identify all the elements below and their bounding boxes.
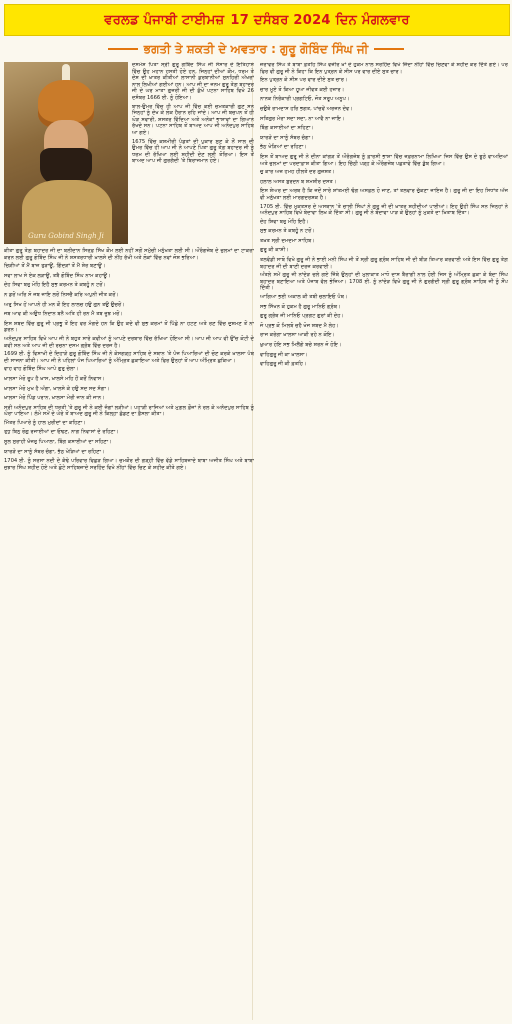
right-flow-text	[260, 62, 508, 368]
right-column	[260, 62, 508, 1020]
article-headline: ਭਗਤੀ ਤੇ ਸ਼ਕਤੀ ਦੇ ਅਵਤਾਰ : ਗੁਰੂ ਗੋਬਿੰਦ ਸਿੰਘ ਜੀ	[143, 41, 369, 56]
verse-line: ਤੁਧੁ ਬਿਨੁ ਰੋਗੁ ਰਜਾਈਆਂ ਦਾ ਓਢਣ, ਨਾਗ ਨਿਵਾਸਾਂ ਦੇ ਰਹਿਣਾ।	[4, 429, 119, 436]
paragraph: ਤਲਵੰਡੀ ਸਾਬੋ ਵਿਖੇ ਗੁਰੂ ਜੀ ਨੇ ਭਾਈ ਮਨੀ ਸਿੰਘ ਜੀ ਤੋਂ ਸ੍ਰੀ ਗੁਰੂ ਗ੍ਰੰਥ ਸਾਹਿਬ ਜੀ ਦੀ ਬੀੜ ਤਿਆਰ ਕਰਵਾਈ ਅਤੇ ਇਸ ਵਿੱਚ ਗੁਰੂ ਤੇਗ਼ ਬਹਾਦਰ ਜੀ ਦੀ ਬਾਣੀ ਦਰਜ ਕਰਵਾਈ।	[260, 257, 508, 270]
intro-paragraph: ਦਸਮੇਸ਼ ਪਿਤਾ ਸ੍ਰੀ ਗੁਰੂ ਗੋਬਿੰਦ ਸਿੰਘ ਜੀ ਸੰਸਾਰ ਦੇ ਇਤਿਹਾਸ ਵਿੱਚ ਉਹ ਮਹਾਨ ਹਸਤੀ ਹੋਏ ਹਨ, ਜਿਨ੍ਹਾਂ ਦੀਆਂ ਕੌਮ, ਧਰਮ ਤੇ ਦੇਸ਼ ਦੀ ਖ਼ਾਤਰ ਕੀਤੀਆਂ ਲਾਸਾਨੀ ਕੁਰਬਾਨੀਆਂ ਸੁਨਹਿਰੀ ਅੱਖਰਾਂ ਨਾਲ ਲਿਖੀਆਂ ਗਈਆਂ ਹਨ। ਆਪ ਜੀ ਦਾ ਜਨਮ ਗੁਰੂ ਤੇਗ਼ ਬਹਾਦਰ ਜੀ ਦੇ ਘਰ ਮਾਤਾ ਗੁਜਰੀ ਜੀ ਦੀ ਕੁੱਖੋਂ ਪਟਨਾ ਸਾਹਿਬ ਵਿਖੇ 26 ਦਸੰਬਰ 1666 ਈ. ਨੂੰ ਹੋਇਆ।	[132, 62, 254, 101]
paragraph: ਇਸ ਸ਼ੇਅਰ ਦਾ ਅਰਥ ਹੈ ਕਿ ਜਦੋਂ ਸਾਰੇ ਸ਼ਾਂਤਮਈ ਢੰਗ ਅਸਫ਼ਲ ਹੋ ਜਾਣ, ਤਾਂ ਤਲਵਾਰ ਚੁੱਕਣਾ ਜਾਇਜ਼ ਹੈ। ਗੁਰੂ ਜੀ ਦਾ ਇਹ ਸਿਧਾਂਤ ਅੱਜ ਵੀ ਮਨੁੱਖਤਾ ਲਈ ਮਾਰਗਦਰਸ਼ਕ ਹੈ।	[260, 188, 508, 201]
headline-bar	[0, 36, 512, 62]
paragraph: ਇਸ ਸ਼ਬਦ ਵਿੱਚ ਗੁਰੂ ਜੀ ਪ੍ਰਭੂ ਤੋਂ ਇਹ ਵਰ ਮੰਗਦੇ ਹਨ ਕਿ ਉਹ ਕਦੇ ਵੀ ਸ਼ੁਭ ਕਰਮਾਂ ਤੋਂ ਪਿੱਛੇ ਨਾ ਹਟਣ ਅਤੇ ਰਣ ਵਿੱਚ ਦੁਸ਼ਮਣ ਤੋਂ ਨਾ ਡਰਨ।	[4, 320, 254, 334]
verse-line: ਨ ਡਰੋਂ ਅਰਿ ਸੋ ਜਬ ਜਾਇ ਲਰੋਂ ਨਿਸਚੈ ਕਰਿ ਅਪੁਨੀ ਜੀਤ ਕਰੋਂ।	[4, 291, 119, 298]
paragraph: 1699 ਈ. ਨੂੰ ਵਿਸਾਖੀ ਦੇ ਦਿਹਾੜੇ ਗੁਰੂ ਗੋਬਿੰਦ ਸਿੰਘ ਜੀ ਨੇ ਕੇਸਗੜ੍ਹ ਸਾਹਿਬ ਦੇ ਸਥਾਨ 'ਤੇ ਪੰਜ ਪਿਆਰਿਆਂ ਦੀ ਚੋਣ ਕਰਕੇ ਖ਼ਾਲਸਾ ਪੰਥ ਦੀ ਸਾਜਨਾ ਕੀਤੀ। ਆਪ ਜੀ ਨੇ ਪਹਿਲਾਂ ਪੰਜ ਪਿਆਰਿਆਂ ਨੂੰ ਅੰਮ੍ਰਿਤ ਛਕਾਇਆ ਅਤੇ ਫਿਰ ਉਨ੍ਹਾਂ ਤੋਂ ਆਪ ਅੰਮ੍ਰਿਤ ਛਕਿਆ।	[4, 351, 254, 364]
verse-line: ਜੋ ਪ੍ਰਭ ਕੋ ਮਿਲਬੋ ਚਹੈ ਖੋਜ ਸ਼ਬਦ ਮੈ ਲੇਹ।	[260, 322, 339, 329]
verse-line: ਦੇਹ ਸ਼ਿਵਾ ਬਰੁ ਮੋਹਿ ਇਹੈ।	[260, 218, 309, 225]
verse-line: ਗੁਰੂ ਗ੍ਰੰਥ ਜੀ ਮਾਨਿਓ ਪ੍ਰਗਟ ਗੁਰਾਂ ਕੀ ਦੇਹ।	[260, 313, 344, 320]
verse-line: ਸੂਲ ਸੁਰਾਹੀ ਖੰਜਰੁ ਪਿਆਲਾ, ਬਿੰਗ ਕਸਾਈਆਂ ਦਾ ਸਹਿਣਾ।	[4, 439, 112, 446]
paragraph: 1704 ਈ. ਨੂੰ ਸਰਸਾ ਨਦੀ ਦੇ ਕੰਢੇ ਪਰਿਵਾਰ ਵਿਛੜ ਗਿਆ। ਚਮਕੌਰ ਦੀ ਗੜ੍ਹੀ ਵਿੱਚ ਵੱਡੇ ਸਾਹਿਬਜ਼ਾਦੇ ਬਾਬਾ ਅਜੀਤ ਸਿੰਘ ਅਤੇ ਬਾਬਾ ਜੁਝਾਰ ਸਿੰਘ ਸ਼ਹੀਦ ਹੋਏ ਅਤੇ ਛੋਟੇ ਸਾਹਿਬਜ਼ਾਦੇ ਸਰਹਿੰਦ ਵਿਖੇ ਨੀਂਹਾਂ ਵਿੱਚ ਚਿਣ ਕੇ ਸ਼ਹੀਦ ਕੀਤੇ ਗਏ।	[4, 458, 254, 471]
portrait-image	[4, 62, 128, 244]
verse-line: ਹਲਾਲ ਅਸਤ ਬੁਰਦਨ ਬ ਸ਼ਮਸ਼ੀਰ ਦਸਤ।	[260, 178, 337, 185]
headline-rule-left	[108, 48, 138, 50]
verse-line: ਗੁਰੂ ਕੀ ਕਾਸ਼ੀ।	[260, 247, 289, 254]
verse-line: ਮਿੱਤਰ ਪਿਆਰੇ ਨੂੰ ਹਾਲ ਮੁਰੀਦਾਂ ਦਾ ਕਹਿਣਾ।	[4, 419, 86, 426]
intro-text	[132, 62, 254, 167]
verse-line: ਬਿੰਗ ਕਸਾਈਆਂ ਦਾ ਸਹਿਣਾ।	[260, 125, 314, 132]
paragraph: ਅਨੰਦਪੁਰ ਸਾਹਿਬ ਵਿਖੇ ਆਪ ਜੀ ਨੇ ਬਹੁਤ ਸਾਰੇ ਕਵੀਆਂ ਨੂੰ ਆਪਣੇ ਦਰਬਾਰ ਵਿੱਚ ਰੱਖਿਆ ਹੋਇਆ ਸੀ। ਆਪ ਜੀ ਆਪ ਵੀ ਉੱਚ ਕੋਟੀ ਦੇ ਕਵੀ ਸਨ ਅਤੇ ਆਪ ਜੀ ਦੀ ਰਚਨਾ ਦਸਮ ਗ੍ਰੰਥ ਵਿੱਚ ਦਰਜ ਹੈ।	[4, 335, 254, 349]
portrait-caption: Guru Gobind Singh Ji	[28, 232, 104, 240]
paragraph: ਕੀਤਾ ਗੁਰੂ ਤੇਗ਼ ਬਹਾਦਰ ਜੀ ਦਾ ਬਲੀਦਾਨ ਸਿਰਫ਼ ਸਿੱਖ ਕੌਮ ਲਈ ਨਹੀਂ ਸਗੋਂ ਸਮੁੱਚੀ ਮਨੁੱਖਤਾ ਲਈ ਸੀ। ਔਰੰਗਜ਼ੇਬ ਦੇ ਜ਼ੁਲਮਾਂ ਦਾ ਟਾਕਰਾ ਕਰਨ ਲਈ ਗੁਰੂ ਗੋਬਿੰਦ ਸਿੰਘ ਜੀ ਨੇ ਸ਼ਸਤਰਧਾਰੀ ਖ਼ਾਲਸੇ ਦੀ ਨੀਂਹ ਰੱਖੀ ਅਤੇ ਲੋਕਾਂ ਵਿੱਚ ਨਵਾਂ ਜੋਸ਼ ਭਰਿਆ।	[4, 248, 254, 261]
issue-date: 17 ਦਸੰਬਰ 2024 ਦਿਨ ਮੰਗਲਵਾਰ	[230, 12, 410, 28]
left-column	[4, 62, 254, 1020]
verse-line: ਚੁ ਕਾਰ ਅਜ਼ ਹਮਹ ਹੀਲਤੇ ਦਰ ਗੁਜ਼ਸ਼ਤ।	[260, 169, 335, 176]
verse-line: ਯਾਰੜੇ ਦਾ ਸਾਨੂੰ ਸੱਥਰ ਚੰਗਾ।	[260, 134, 314, 141]
paragraph: ਅੰਤਲੇ ਸਮੇਂ ਗੁਰੂ ਜੀ ਨਾਂਦੇੜ ਚਲੇ ਗਏ ਜਿੱਥੇ ਉਨ੍ਹਾਂ ਦੀ ਮੁਲਾਕਾਤ ਮਾਧੋ ਦਾਸ ਬੈਰਾਗੀ ਨਾਲ ਹੋਈ ਜਿਸ ਨੂੰ ਅੰਮ੍ਰਿਤ ਛਕਾ ਕੇ ਬੰਦਾ ਸਿੰਘ ਬਹਾਦਰ ਬਣਾਇਆ ਅਤੇ ਪੰਜਾਬ ਵੱਲ ਭੇਜਿਆ। 1708 ਈ. ਨੂੰ ਨਾਂਦੇੜ ਵਿਖੇ ਗੁਰੂ ਜੀ ਨੇ ਗੁਰਗੱਦੀ ਸ੍ਰੀ ਗੁਰੂ ਗ੍ਰੰਥ ਸਾਹਿਬ ਜੀ ਨੂੰ ਸੌਂਪ ਦਿੱਤੀ।	[260, 272, 508, 292]
verse-line: ਦੇਹ ਸਿਵਾ ਬਰੁ ਮੋਹਿ ਇਹੈ ਸੁਭ ਕਰਮਨ ਤੇ ਕਬਹੂੰ ਨ ਟਰੋਂ।	[4, 282, 106, 289]
intro-paragraph: 1675 ਵਿੱਚ ਕਸ਼ਮੀਰੀ ਪੰਡਤਾਂ ਦੀ ਪੁਕਾਰ ਸੁਣ ਕੇ ਨੌਂ ਸਾਲ ਦੀ ਉਮਰ ਵਿੱਚ ਹੀ ਆਪ ਜੀ ਨੇ ਆਪਣੇ ਪਿਤਾ ਗੁਰੂ ਤੇਗ਼ ਬਹਾਦਰ ਜੀ ਨੂੰ ਧਰਮ ਦੀ ਰੱਖਿਆ ਲਈ ਸ਼ਹੀਦੀ ਦੇਣ ਲਈ ਤੋਰਿਆ। ਇਸ ਤੋਂ ਬਾਅਦ ਆਪ ਜੀ ਗੁਰਗੱਦੀ 'ਤੇ ਬਿਰਾਜਮਾਨ ਹੋਏ।	[132, 138, 254, 165]
verse-line: ਸਤਿਗੁਰ ਮੇਰਾ ਸਦਾ ਸਦਾ, ਨਾ ਆਵੈ ਨਾ ਜਾਇ।	[260, 115, 345, 122]
verse-line: ਖ਼ਾਲਸਾ ਮੇਰੋ ਮੁਖ ਹੈ ਅੰਗਾ, ਖ਼ਾਲਸੇ ਕੇ ਹਉ ਸਦ ਸਦ ਸੰਗਾ।	[4, 385, 110, 392]
verse-line: ਖ਼ਾਲਸਾ ਮੇਰੋ ਰੂਪ ਹੈ ਖ਼ਾਸ, ਖ਼ਾਲਸੇ ਮਹਿ ਹੌਂ ਕਰੌਂ ਨਿਵਾਸ।	[4, 375, 105, 382]
verse-line: ਵਾਹਿਗੁਰੂ ਜੀ ਕੀ ਫ਼ਤਹਿ।	[260, 361, 307, 368]
verse-line: ਵਾਹ ਵਾਹ ਗੋਬਿੰਦ ਸਿੰਘ ਆਪੇ ਗੁਰੁ ਚੇਲਾ।	[4, 366, 79, 373]
verse-line: ਰਾਜ ਕਰੇਗਾ ਖ਼ਾਲਸਾ ਆਕੀ ਰਹੇ ਨ ਕੋਇ।	[260, 332, 335, 339]
paragraph: ਇਸ ਤੋਂ ਬਾਅਦ ਗੁਰੂ ਜੀ ਨੇ ਦੀਨਾ ਕਾਂਗੜ ਤੋਂ ਔਰੰਗਜ਼ੇਬ ਨੂੰ ਫ਼ਾਰਸੀ ਭਾਸ਼ਾ ਵਿੱਚ ਜ਼ਫ਼ਰਨਾਮਾ ਲਿਖਿਆ ਜਿਸ ਵਿੱਚ ਉਸ ਦੇ ਝੂਠੇ ਵਾਅਦਿਆਂ ਅਤੇ ਜ਼ੁਲਮਾਂ ਦਾ ਪਰਦਾਫ਼ਾਸ਼ ਕੀਤਾ ਗਿਆ। ਇਹ ਚਿੱਠੀ ਪੜ੍ਹ ਕੇ ਔਰੰਗਜ਼ੇਬ ਪਛਤਾਵੇ ਵਿੱਚ ਡੁੱਬ ਗਿਆ।	[260, 153, 508, 167]
verse-line: ਤਖ਼ਤ ਸ੍ਰੀ ਦਮਦਮਾ ਸਾਹਿਬ।	[260, 237, 315, 244]
verse-line: ਸਭ ਸਿੱਖਨ ਕੋ ਹੁਕਮ ਹੈ ਗੁਰੂ ਮਾਨਿਓ ਗ੍ਰੰਥ।	[260, 303, 341, 310]
verse-line: ਜਬ ਆਵ ਕੀ ਅਉਧ ਨਿਦਾਨ ਬਨੈ ਅਤਿ ਹੀ ਰਨ ਮੈ ਤਬ ਜੂਝ ਮਰੋਂ।	[4, 311, 123, 318]
paragraph: 1705 ਈ. ਵਿੱਚ ਮੁਕਤਸਰ ਦੇ ਅਸਥਾਨ 'ਤੇ ਚਾਲੀ ਸਿੰਘਾਂ ਨੇ ਗੁਰੂ ਜੀ ਦੀ ਖ਼ਾਤਰ ਸ਼ਹੀਦੀਆਂ ਪਾਈਆਂ। ਇਹ ਉਹੀ ਸਿੰਘ ਸਨ ਜਿਨ੍ਹਾਂ ਨੇ ਅਨੰਦਪੁਰ ਸਾਹਿਬ ਵਿਖੇ ਬੇਦਾਵਾ ਲਿਖ ਕੇ ਦਿੱਤਾ ਸੀ। ਗੁਰੂ ਜੀ ਨੇ ਬੇਦਾਵਾ ਪਾੜ ਕੇ ਉਨ੍ਹਾਂ ਨੂੰ ਮੁਕਤੇ ਦਾ ਖ਼ਿਤਾਬ ਦਿੱਤਾ।	[260, 203, 508, 217]
headline-rule-right	[374, 48, 404, 50]
verse-line: ਸਵਾ ਲਾਖ ਸੇ ਏਕ ਲੜਾਊਂ, ਤਬੈ ਗੋਬਿੰਦ ਸਿੰਘ ਨਾਮ ਕਹਾਊਂ।	[4, 272, 111, 279]
verse-line: ਚਾਰ ਮੂਏ ਤੋ ਕਿਆ ਹੂਆ ਜੀਵਤ ਕਈ ਹਜ਼ਾਰ।	[260, 86, 345, 93]
intro-paragraph: ਬਾਲ-ਉਮਰ ਵਿੱਚ ਹੀ ਆਪ ਜੀ ਵਿੱਚ ਕਈ ਚਮਤਕਾਰੀ ਗੁਣ ਸਨ ਜਿਨ੍ਹਾਂ ਨੂੰ ਦੇਖ ਕੇ ਲੋਕ ਹੈਰਾਨ ਰਹਿ ਜਾਂਦੇ। ਆਪ ਜੀ ਬਚਪਨ ਤੋਂ ਹੀ ਘੋੜ ਸਵਾਰੀ, ਸ਼ਸਤਰ ਵਿੱਦਿਆ ਅਤੇ ਅਨੇਕਾਂ ਭਾਸ਼ਾਵਾਂ ਦਾ ਗਿਆਨ ਰੱਖਦੇ ਸਨ। ਪਟਨਾ ਸਾਹਿਬ ਤੋਂ ਬਾਅਦ ਆਪ ਜੀ ਅਨੰਦਪੁਰ ਸਾਹਿਬ ਆ ਗਏ।	[132, 103, 254, 136]
paragraph: ਸ੍ਰੀ ਅਨੰਦਪੁਰ ਸਾਹਿਬ ਦੀ ਧਰਤੀ 'ਤੇ ਗੁਰੂ ਜੀ ਨੇ ਕਈ ਜੰਗਾਂ ਲੜੀਆਂ। ਪਹਾੜੀ ਰਾਜਿਆਂ ਅਤੇ ਮੁਗ਼ਲ ਫ਼ੌਜਾਂ ਨੇ ਰਲ ਕੇ ਅਨੰਦਪੁਰ ਸਾਹਿਬ ਨੂੰ ਘੇਰਾ ਪਾਇਆ। ਲੰਮੇ ਸਮੇਂ ਦੇ ਘੇਰੇ ਤੋਂ ਬਾਅਦ ਗੁਰੂ ਜੀ ਨੇ ਕਿਲ੍ਹਾ ਛੱਡਣ ਦਾ ਫ਼ੈਸਲਾ ਕੀਤਾ।	[4, 404, 254, 418]
article-body	[4, 62, 508, 1022]
verse-line: ਅਰੁ ਸਿਖ ਹੋਂ ਆਪਨੇ ਹੀ ਮਨ ਕੌ ਇਹ ਲਾਲਚ ਹਉ ਗੁਨ ਤਉ ਉਚਰੋਂ।	[4, 301, 125, 308]
verse-line: ਵਾਹਿਗੁਰੂ ਜੀ ਕਾ ਖ਼ਾਲਸਾ।	[260, 351, 309, 358]
verse-line: ਆਗਿਆ ਭਈ ਅਕਾਲ ਕੀ ਤਬੀ ਚਲਾਇਓ ਪੰਥ।	[260, 294, 348, 301]
newspaper-name: ਵਰਲਡ ਪੰਜਾਬੀ ਟਾਈਮਜ਼	[104, 12, 225, 28]
masthead-banner	[4, 4, 510, 36]
paragraph: ਜ਼ੋਰਾਵਰ ਸਿੰਘ ਤੇ ਬਾਬਾ ਫ਼ਤਹਿ ਸਿੰਘ ਵਜ਼ੀਰ ਖ਼ਾਂ ਦੇ ਹੁਕਮ ਨਾਲ ਸਰਹਿੰਦ ਵਿਖੇ ਜ਼ਿੰਦਾ ਨੀਂਹਾਂ ਵਿੱਚ ਚਿਣਵਾ ਕੇ ਸ਼ਹੀਦ ਕਰ ਦਿੱਤੇ ਗਏ। ਪਰ ਫਿਰ ਵੀ ਗੁਰੂ ਜੀ ਨੇ ਕਿਹਾ ਕਿ ਇਨ ਪੁਤ੍ਰਨ ਕੇ ਸੀਸ ਪਰ ਵਾਰ ਦੀਏ ਸੁਤ ਚਾਰ।	[260, 62, 508, 75]
verse-line: ਸੁਭ ਕਰਮਨ ਤੇ ਕਬਹੂੰ ਨ ਟਰੋਂ।	[260, 228, 315, 235]
verse-line: ਨਾਨਕ ਨਿਰੰਕਾਰੀ ਪ੍ਰਗਟਿਓ, ਜੋਤ ਸਰੂਪ ਅਨੂਪ।	[260, 96, 350, 103]
verse-line: ਖ਼ਾਲਸਾ ਮੇਰੋ ਪਿੰਡ ਪਰਾਨ, ਖ਼ਾਲਸਾ ਮੇਰੀ ਜਾਨ ਕੀ ਜਾਨ।	[4, 395, 105, 402]
verse-line: ਚਿੜੀਆਂ ਤੋਂ ਮੈਂ ਬਾਜ਼ ਤੁੜਾਊਂ, ਗਿੱਦੜਾਂ ਤੋਂ ਮੈਂ ਸ਼ੇਰ ਬਣਾਊਂ।	[4, 263, 106, 270]
verse-line: ਭੱਠ ਖੇੜਿਆਂ ਦਾ ਰਹਿਣਾ।	[260, 144, 307, 151]
verse-line: ਖ਼ੁਆਰ ਹੋਇ ਸਭ ਮਿਲੈਂਗੇ ਬਚੇ ਸ਼ਰਨ ਜੋ ਹੋਇ।	[260, 342, 342, 348]
verse-line: ਚਉਥੇ ਰਾਮਦਾਸ ਹਰਿ ਭਗਤ, ਪਾਂਚਵੇਂ ਅਰਜਨ ਦੇਵ।	[260, 105, 353, 112]
left-flow-text	[4, 248, 254, 473]
verse-line: ਇਨ ਪੁਤ੍ਰਨ ਕੇ ਸੀਸ ਪਰ ਵਾਰ ਦੀਏ ਸੁਤ ਚਾਰ।	[260, 77, 348, 84]
verse-line: ਯਾਰੜੇ ਦਾ ਸਾਨੂੰ ਸੱਥਰ ਚੰਗਾ, ਭੱਠ ਖੇੜਿਆਂ ਦਾ ਰਹਿਣਾ।	[4, 448, 105, 455]
